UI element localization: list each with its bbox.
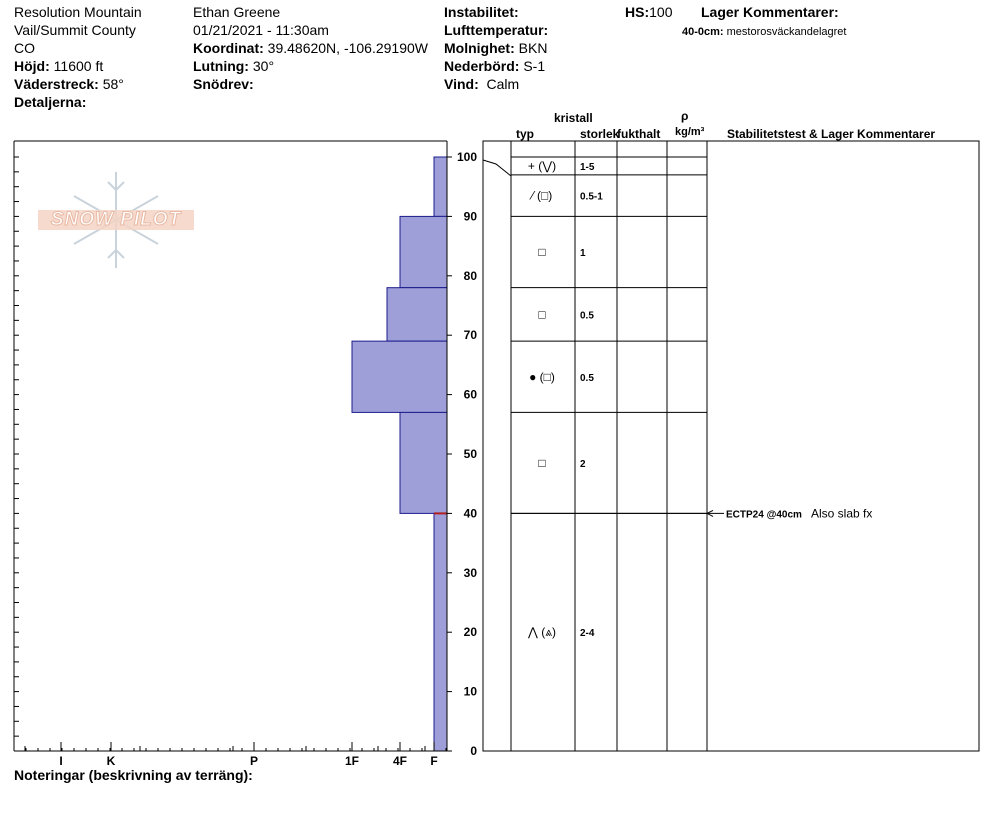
location-name: Resolution Mountain [14,4,142,20]
layer-type-4: ● (□) [529,369,555,384]
layer-type-6: ⋀ (⩓) [528,625,556,640]
hardness-tick-label: K [106,754,116,768]
layer-comments-label: Lager Kommentarer: [701,4,839,20]
hs-label: HS: [625,4,650,20]
hardness-bar-3 [352,341,447,412]
depth-tick-label: 10 [463,684,477,699]
layer-type-0: + (⋁) [527,158,557,173]
elevation-label: Höjd: [14,58,50,74]
depth-tick-label: 100 [456,150,477,164]
depth-tick-label: 40 [463,506,477,521]
slope-label: Lutning: [193,58,249,74]
state-name: CO [14,40,35,56]
observation-datetime: 01/21/2021 - 11:30am [193,22,329,38]
sky-label: Molnighet: [444,40,515,56]
slope-value: 30° [252,58,275,74]
aspect-value: 58° [102,76,124,92]
layer-type-3: □ [538,307,546,322]
layer-size-4: 0.5 [580,372,594,384]
stability-test-comment-0: Also slab fx [811,506,873,521]
hardness-tick-label: F [430,754,438,768]
col-density-unit: kg/m³ [675,126,705,138]
layer-comment-text: mestorosväckandelagret [726,26,847,38]
layer-table-frame [483,141,979,751]
coordinate-value: 39.48620N, -106.29190W [267,40,428,56]
region-name: Vail/Summit County [14,22,136,38]
hardness-bar-2 [387,288,447,341]
layer-size-1: 0.5-1 [580,191,603,203]
depth-tick-label: 70 [463,328,477,343]
instability-label: Instabilitet: [444,4,519,20]
depth-tick-label: 50 [463,447,477,461]
layer-size-6: 2-4 [580,628,595,640]
depth-tick-label: 30 [463,565,477,580]
depth-tick-label: 80 [463,268,477,283]
layer-comment-depth: 40-0cm: [682,26,724,38]
col-crystal: kristall [554,111,593,125]
col-type: typ [516,127,534,141]
wind-label: Vind: [444,76,479,92]
drift-label: Snödrev: [193,76,254,92]
col-stability: Stabilitetstest & Lager Kommentarer [727,127,936,141]
depth-tick-label: 90 [463,209,477,224]
depth-tick-label: 0 [470,744,477,758]
hs-value: 100 [649,4,673,20]
layer-type-5: □ [538,455,546,470]
layer-type-2: □ [538,245,546,260]
details-label: Detaljerna: [14,94,87,110]
hardness-tick-label: 1F [344,754,360,768]
coordinate-label: Koordinat: [193,40,264,56]
col-size: storlek [580,127,620,141]
precip-label: Nederbörd: [444,58,520,74]
col-moisture: fukthalt [617,127,661,141]
notes-label: Noteringar (beskrivning av terräng): [14,767,253,783]
layer-size-3: 0.5 [580,310,594,322]
sky-value: BKN [518,40,548,56]
hardness-bar-1 [400,216,447,287]
depth-tick-label: 20 [463,625,477,640]
layer-connector [483,160,511,176]
elevation-value: 11600 ft [53,58,104,74]
layer-size-2: 1 [580,248,586,260]
depth-tick-label: 60 [463,387,477,402]
precip-value: S-1 [523,58,546,74]
hardness-tick-label: 4F [392,754,408,768]
wind-value: Calm [486,76,520,92]
hardness-bar-4 [400,412,447,513]
hardness-bar-0 [434,157,447,216]
observer-name: Ethan Greene [193,4,281,20]
layer-size-5: 2 [580,458,586,470]
stability-test-label-0: ECTP24 @40cm [726,509,802,521]
airtemp-label: Lufttemperatur: [444,22,549,38]
hardness-bar-5 [434,513,447,751]
layer-type-1: ⁄ (□) [531,188,553,203]
snowpilot-watermark-text: SNOW PILOT [50,209,182,230]
hardness-tick-label: P [249,754,259,768]
hardness-tick-label: I [59,754,63,768]
aspect-label: Väderstreck: [14,76,99,92]
col-rho: ρ [681,109,689,123]
layer-size-0: 1-5 [580,161,595,173]
